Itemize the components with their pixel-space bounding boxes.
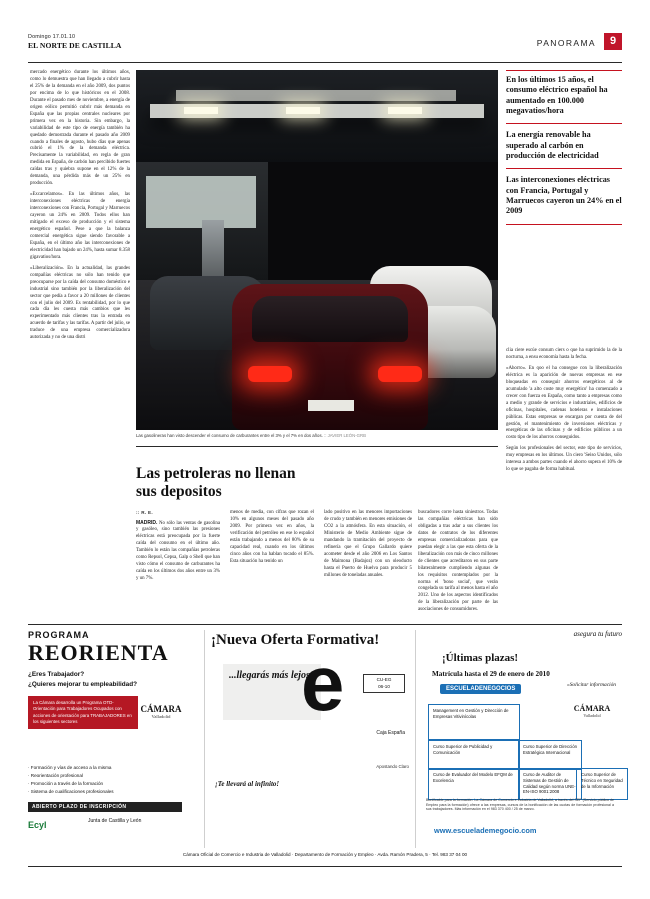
list-item: · Sistema de cualificaciones profesionales [28, 789, 114, 795]
paragraph: lado positivo en las menores importaciones de crudo y también en menores emisiones de CO2 a la atmósfera. En esta situación, el Ministerio de Medio Ambiente sigue de mandando la tramitación del proyecto de refinería que el Grupo Gallardo quiere acometer desde el año 2006 en Los Santos de Maimona (Badajoz) con un oleoducto hasta el Puerto de Huelva para producir 5 millones de toneladas anuales. [324, 510, 412, 578]
sidebar-highlight: Las interconexiones eléctricas con Francia, Portugal y Marruecos cayeron un 24% en el 2009 [506, 175, 622, 224]
masthead-paper-title: EL NORTE DE CASTILLA [28, 41, 122, 50]
ad-right-panel [420, 630, 622, 848]
ad-request-info-link[interactable]: »Solicitar información [567, 682, 616, 688]
paragraph: «Ahorro». En qoo el ha consegue con la liberalización eléctrica es la aparición de nuevas empresas en ese bloqueadas en conseguir ahorros energéticos al de acumulado 'a alto coste muy energético' ha comenzado a crecer con fuerza en España, como tanto a empresas como a medio y grande de servicios e industriales, edificios de oficinas, hospitales, cadenas hoteleras e instalaciones públicas. Estas empresas se encargan por cuenta de del gestión, el mantenimiento de inversiones eléctricas y energéticas de las oficinas y de edificios públicos a un costo tipo de los ahorros conseguidos. [506, 365, 622, 441]
list-item: · Reorientación profesional [28, 773, 83, 779]
ad-junta-logo: Junta de Castilla y León [88, 818, 142, 824]
ad-course-item[interactable]: Curso de Auditor de Sistemas de Gestión de Calidad según norma UNE-EN-ISO 9001:2008 [518, 768, 582, 800]
photo-ceiling-light [184, 107, 218, 114]
ad-center-plate [363, 674, 405, 693]
article-column-2 [230, 510, 314, 570]
paragraph: buscadores corre hasta siniestros. Todas las compañías eléctricas han sido obligadas a tras adar a sus clientes los datos de contratos de los diferentes empresas comercializadoras para que puedan elegir a las que esta oferta de la liberalización con más de cinco millones de clientes que acreditaron en sus parte bilateralmente cumpliendo algunas de los requisitos contemplados por la norma el 'bono social', que verán congelada su tarifa al menos hasta el año 2012. Uno de los aspectos identificados de la liberalización por parte de las asociaciones de consumidores. [418, 510, 498, 613]
ad-ecyl-logo: Ecyl [28, 820, 47, 830]
ad-course-item[interactable]: Curso Superior de Técnico en Seguridad de la Información [576, 768, 628, 800]
masthead-section: PANORAMA [536, 38, 596, 48]
article-column-4 [418, 510, 498, 618]
ad-questions [28, 670, 196, 689]
photo-station-window [146, 176, 256, 228]
ad-last-places: ¡Últimas plazas! [442, 652, 519, 664]
column-text: No sólo las ventas de gasolina y gasóleo, sino también las presiones eléctricas está preocupada por la fuerte caída del consumo en el último año. También lo están las compañías petroleras como Repsol, Cepsa, Galp o Shell que han visto cómo el consumo de carburantes ha caída en los últimos dos años entre un 3% y un 7%. [136, 520, 220, 582]
photo-taillight-right [378, 366, 422, 382]
bottom-divider [28, 866, 622, 867]
top-divider [28, 62, 622, 63]
article-dateline: MADRID. [136, 519, 158, 526]
ad-plate-top: CU-EG [376, 677, 392, 682]
article-headline: Las petroleras no llenan sus depositos [136, 465, 296, 500]
ad-center-headline: ¡Nueva Oferta Formativa! [211, 632, 380, 648]
ad-caja-espana-logo: Caja España [376, 730, 405, 736]
ad-plate-bottom: 06-10 [378, 684, 390, 689]
ad-top-divider [28, 624, 622, 625]
left-text-column [30, 70, 130, 346]
ad-program-name: REORIENTA [28, 640, 169, 665]
paragraph: Según los profesionales del sector, este tipo de servicios, muy empresas en los últimos. Un ciero 'Seiso Unidos, sólo interesa a ambos partes cuando el ahorro supera el 10% de lo que se pagaba de forma habitual. [506, 446, 622, 473]
ad-camara-city: Valladolid [151, 714, 171, 719]
paragraph: clia ciere escúe consum ciers o que ha suprimido la de la nocturna, a ensu economía hasta la fecha. [506, 348, 622, 360]
ad-camara-logo [132, 704, 190, 719]
ad-camara-logo-secondary [564, 704, 620, 718]
photo-credit: :: JAVIER LEÓN-GRB [324, 433, 366, 438]
paragraph: menos de media, con cifras que rozan el 10% en algunos meses del pasado año 2009. Por primera vez en años, la verificación del petróleo en ese lo español están trabajando a menos del 80% de su capacidad real, cuando en los últimos cinco años con ha hablan tocado el 85%. Esta situación ha tenido un [230, 510, 314, 564]
masthead-page-number: 9 [604, 33, 622, 50]
photo-license-plate [308, 400, 354, 411]
photo-ceiling-light [286, 107, 320, 114]
ad-enrollment-deadline: Matrícula hasta el 29 de enero de 2010 [432, 670, 550, 678]
advertisement [28, 630, 622, 862]
list-item: · Formación y vías de acceso a la misma [28, 765, 112, 770]
ad-enrollment-banner: ABIERTO PLAZO DE INSCRIPCIÓN [28, 802, 182, 812]
ad-center-tagline: Apostando Claro [376, 764, 409, 769]
ad-course-item[interactable]: Curso de Evaluador del Modelo EFQM de Excelencia [428, 768, 520, 800]
ad-program-label: PROGRAMA [28, 630, 90, 640]
paragraph: «Liberalización». En la actualidad, las grandes compañías eléctricas no sólo han tenido que preocuparse por la caída del consumo doméstico e industrial sino también por la liberalización del sector que pedía a favor a 20 millones de clientes con el julio del 2009. Es rentabilidad, por lo que cada día les cuesta más cambios que les experimentado más clientes tras la entrada en acuerdo de tarifas y las tarifas. A partir del julio, se traduce de una empresa comercializadora autorizada y no de una distri [30, 265, 130, 341]
ad-subsidy-note: Bonificable para la formación: La Cámara de Comercio e Industria de Valladolid, a través del SEP (Servicio público de Empleo para la formación) ofrece a las empresas, cursos de la bonificación de las cuotas de formación profesional a sus trabajadores. Más información en el 983 370 400 / 25 de marzo. [426, 798, 614, 812]
ad-course-item[interactable]: Curso Superior de Publicidad y Comunicación [428, 740, 520, 770]
ad-camara-city: Valladolid [583, 713, 601, 718]
photo-ceiling-light [388, 107, 422, 114]
list-item: · Promoción a través de la formación [28, 781, 104, 787]
ad-right-tagline: asegura tu futuro [573, 630, 622, 638]
ad-red-description-box: La Cámara desarrolla un Programa OTD-Orientación para Trabajadores Ocupados con acciones de orientación para TRABAJADORES en los siguientes sectores [28, 696, 138, 729]
ad-footer-contact: Cámara Oficial de Comercio e Industria de Valladolid · Departamento de Formación y Empleo · Avda. Ramón Pradera, 5 · Tel. 983 37 04 00 [182, 852, 468, 857]
article-column-3 [324, 510, 412, 584]
photo-taillight-left [248, 366, 292, 382]
caption-text: Las gasolineras han visto descender el consumo de carburantes entre el 3% y el 7% en dos años. [136, 433, 323, 438]
ad-center-big-letter: e [301, 639, 345, 727]
headline-divider [136, 446, 498, 447]
ad-center-footer-slogan: ¡Te llevará al infinito! [215, 780, 280, 788]
ad-website-link[interactable]: www.escuelademegocio.com [434, 826, 537, 835]
photo-caption [136, 433, 498, 439]
ad-contact-badge[interactable]: ESCUELADENEGOCIOS [440, 684, 521, 694]
ad-course-item[interactable]: Curso Superior de Dirección Estratégica Internacional [518, 740, 582, 770]
ad-question: ¿Quieres mejorar tu empleabilidad? [28, 680, 138, 688]
sidebar-highlight: La energía renovable ha superado al carbón en producción de electricidad [506, 130, 622, 169]
paragraph: mercado energético durante los últimos años, como lo demuestra que han llegado a cubrir hasta el 25% de la demanda en el año 2009, dos puntos por encima de lo que históricos en el 2008. Durante el pasado mes de noviembre, a energía de origen eólico permitió cubrir más demanda en España que las propias centrales nucleares por primera vez en la historia. Sin embargo, la variabilidad de este tipo de energía también ha quedado demostrada durante el pasado año 2009 cuando a finales de agosto, hubo días que apenas cubrió el 1% de la demanda eléctrica. Precisamente la variabilidad, en regla de gran medida en España, de carbón han percibido fuertes caídas tras y quiebra supone en el 12% de la demanda, una pérdida más de un 25% en producción. [30, 70, 130, 187]
article-column-1 [136, 510, 220, 587]
sidebar-highlights [506, 70, 622, 231]
sidebar-rule [506, 70, 622, 71]
paragraph [136, 520, 220, 584]
sidebar-continuation-text [506, 348, 622, 478]
ad-camara-name: CÁMARA [140, 704, 182, 714]
ad-question: ¿Eres Trabajador? [28, 671, 85, 678]
article-byline: :: R. E. [136, 510, 153, 515]
ad-center-slogan: ...llegarás más lejos [223, 664, 321, 720]
ad-camara-name: CÁMARA [573, 704, 611, 713]
ad-left-panel [28, 630, 196, 848]
paragraph: «Excarcelamos». En las últimos años, las interconexiones eléctricas de energía interconexiones con Francia, Portugal y Marruecos cayeron un 24% en 2009. Todos ellos han mitigado el exceso de producción y el sistema energético español. Pese a que la balanza comercial energética sigue siendo favorable a España, en el último año las interconexiones de electricidad han bajado un 24%, hasta sumar 8.358 gigavatios/hora. [30, 192, 130, 260]
ad-bullet-list [28, 764, 196, 796]
sidebar-highlight: En los últimos 15 años, el consumo eléctrico español ha aumentado en 100.000 megavatios/hora [506, 75, 622, 124]
photo-canopy-upper [176, 90, 456, 101]
article-photo [136, 70, 498, 430]
masthead-date: Domingo 17.01.10 [28, 34, 76, 40]
masthead [28, 34, 622, 60]
photo-car-rear-window [252, 296, 408, 342]
ad-course-item[interactable]: Management en Gestión y Dirección de Empresas Vitivinícolas [428, 704, 520, 740]
ad-center-panel [204, 630, 416, 848]
